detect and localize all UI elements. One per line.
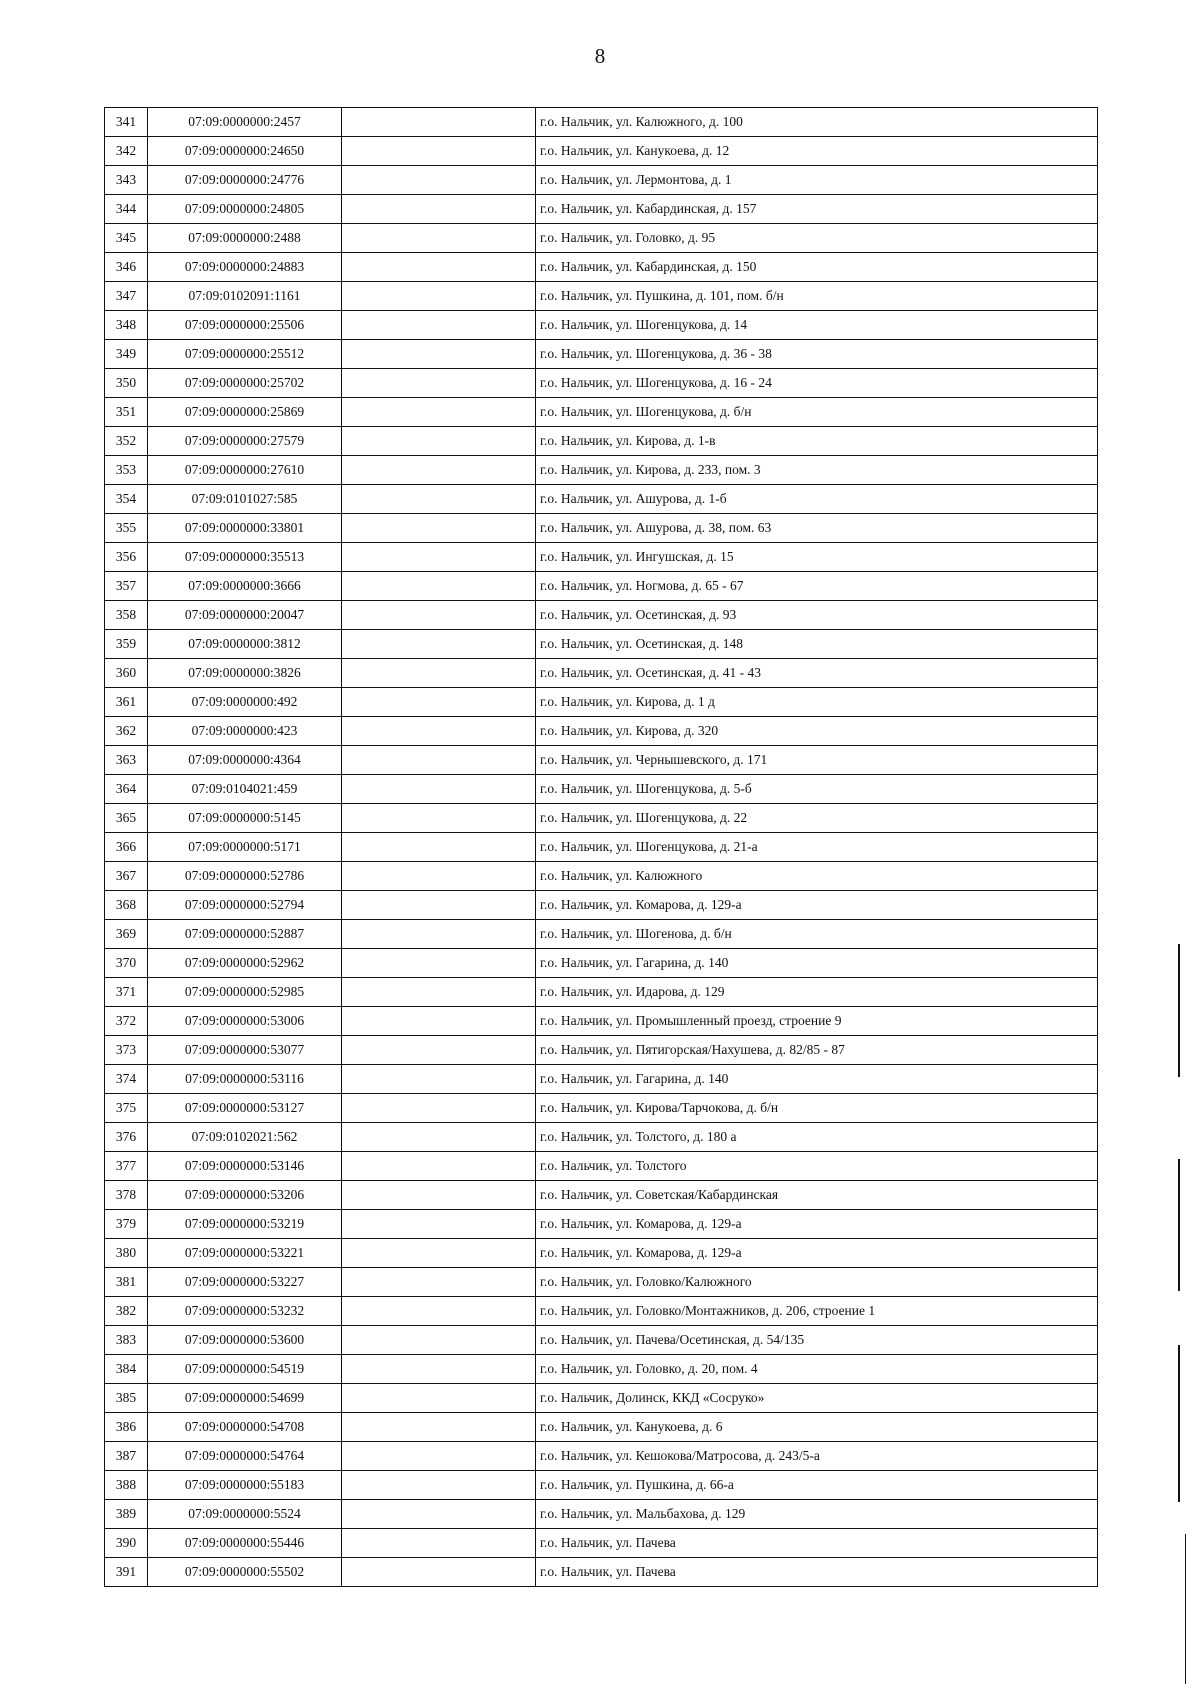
address-cell: г.о. Нальчик, ул. Головко/Калюжного (536, 1268, 1098, 1297)
cadastral-number-cell: 07:09:0000000:5171 (148, 833, 342, 862)
cadastral-number-cell: 07:09:0000000:52962 (148, 949, 342, 978)
row-number-cell: 351 (105, 398, 148, 427)
address-cell: г.о. Нальчик, ул. Пушкина, д. 101, пом. б/н (536, 282, 1098, 311)
address-cell: г.о. Нальчик, ул. Лермонтова, д. 1 (536, 166, 1098, 195)
empty-cell (342, 514, 536, 543)
row-number-cell: 367 (105, 862, 148, 891)
address-cell: г.о. Нальчик, ул. Ашурова, д. 1-б (536, 485, 1098, 514)
cadastral-number-cell: 07:09:0000000:55183 (148, 1471, 342, 1500)
row-number-cell: 376 (105, 1123, 148, 1152)
table-row (105, 1210, 1098, 1239)
empty-cell (342, 1268, 536, 1297)
row-number-cell: 385 (105, 1384, 148, 1413)
row-number-cell: 375 (105, 1094, 148, 1123)
row-number-cell: 361 (105, 688, 148, 717)
empty-cell (342, 253, 536, 282)
table-row (105, 1123, 1098, 1152)
empty-cell (342, 862, 536, 891)
address-cell: г.о. Нальчик, ул. Головко, д. 95 (536, 224, 1098, 253)
table-row (105, 601, 1098, 630)
row-number-cell: 356 (105, 543, 148, 572)
address-cell: г.о. Нальчик, ул. Канукоева, д. 6 (536, 1413, 1098, 1442)
empty-cell (342, 340, 536, 369)
row-number-cell: 357 (105, 572, 148, 601)
empty-cell (342, 746, 536, 775)
table-row (105, 1007, 1098, 1036)
cadastral-number-cell: 07:09:0000000:53227 (148, 1268, 342, 1297)
cadastral-number-cell: 07:09:0000000:53127 (148, 1094, 342, 1123)
cadastral-number-cell: 07:09:0000000:25512 (148, 340, 342, 369)
empty-cell (342, 1413, 536, 1442)
table-row (105, 1297, 1098, 1326)
address-cell: г.о. Нальчик, ул. Кабардинская, д. 157 (536, 195, 1098, 224)
cadastral-number-cell: 07:09:0000000:53116 (148, 1065, 342, 1094)
table-row (105, 427, 1098, 456)
row-number-cell: 369 (105, 920, 148, 949)
row-number-cell: 363 (105, 746, 148, 775)
row-number-cell: 342 (105, 137, 148, 166)
table-row (105, 746, 1098, 775)
row-number-cell: 370 (105, 949, 148, 978)
address-cell: г.о. Нальчик, ул. Гагарина, д. 140 (536, 1065, 1098, 1094)
table-row (105, 1471, 1098, 1500)
table-row (105, 195, 1098, 224)
empty-cell (342, 1181, 536, 1210)
row-number-cell: 364 (105, 775, 148, 804)
cadastral-number-cell: 07:09:0000000:3666 (148, 572, 342, 601)
empty-cell (342, 195, 536, 224)
table-row (105, 282, 1098, 311)
table-row (105, 833, 1098, 862)
table-row (105, 1152, 1098, 1181)
address-cell: г.о. Нальчик, ул. Промышленный проезд, строение 9 (536, 1007, 1098, 1036)
cadastral-number-cell: 07:09:0000000:53221 (148, 1239, 342, 1268)
cadastral-number-cell: 07:09:0000000:20047 (148, 601, 342, 630)
empty-cell (342, 1094, 536, 1123)
empty-cell (342, 166, 536, 195)
empty-cell (342, 1065, 536, 1094)
empty-cell (342, 920, 536, 949)
address-cell: г.о. Нальчик, ул. Комарова, д. 129-а (536, 891, 1098, 920)
table-row (105, 1442, 1098, 1471)
table-row (105, 1036, 1098, 1065)
empty-cell (342, 601, 536, 630)
row-number-cell: 389 (105, 1500, 148, 1529)
cadastral-number-cell: 07:09:0000000:2457 (148, 108, 342, 137)
margin-mark (1178, 1159, 1180, 1291)
address-cell: г.о. Нальчик, ул. Канукоева, д. 12 (536, 137, 1098, 166)
registry-table-body (105, 108, 1098, 1587)
address-cell: г.о. Нальчик, ул. Пачева (536, 1558, 1098, 1587)
table-row (105, 340, 1098, 369)
cadastral-number-cell: 07:09:0000000:25702 (148, 369, 342, 398)
address-cell: г.о. Нальчик, ул. Пушкина, д. 66-а (536, 1471, 1098, 1500)
cadastral-number-cell: 07:09:0000000:54519 (148, 1355, 342, 1384)
table-row (105, 804, 1098, 833)
row-number-cell: 354 (105, 485, 148, 514)
empty-cell (342, 804, 536, 833)
table-row (105, 1355, 1098, 1384)
address-cell: г.о. Нальчик, ул. Пачева (536, 1529, 1098, 1558)
row-number-cell: 388 (105, 1471, 148, 1500)
address-cell: г.о. Нальчик, ул. Гагарина, д. 140 (536, 949, 1098, 978)
empty-cell (342, 1355, 536, 1384)
table-row (105, 1268, 1098, 1297)
address-cell: г.о. Нальчик, ул. Комарова, д. 129-а (536, 1239, 1098, 1268)
cadastral-number-cell: 07:09:0000000:55502 (148, 1558, 342, 1587)
table-row (105, 1558, 1098, 1587)
row-number-cell: 345 (105, 224, 148, 253)
row-number-cell: 358 (105, 601, 148, 630)
empty-cell (342, 775, 536, 804)
empty-cell (342, 1152, 536, 1181)
margin-mark (1178, 1345, 1180, 1502)
row-number-cell: 383 (105, 1326, 148, 1355)
cadastral-number-cell: 07:09:0000000:25506 (148, 311, 342, 340)
empty-cell (342, 717, 536, 746)
address-cell: г.о. Нальчик, ул. Пачева/Осетинская, д. 54/135 (536, 1326, 1098, 1355)
row-number-cell: 380 (105, 1239, 148, 1268)
empty-cell (342, 1297, 536, 1326)
empty-cell (342, 108, 536, 137)
address-cell: г.о. Нальчик, ул. Шогенцукова, д. 14 (536, 311, 1098, 340)
table-row (105, 253, 1098, 282)
cadastral-number-cell: 07:09:0000000:53006 (148, 1007, 342, 1036)
cadastral-number-cell: 07:09:0000000:52786 (148, 862, 342, 891)
cadastral-number-cell: 07:09:0000000:52985 (148, 978, 342, 1007)
address-cell: г.о. Нальчик, ул. Ногмова, д. 65 - 67 (536, 572, 1098, 601)
row-number-cell: 348 (105, 311, 148, 340)
row-number-cell: 349 (105, 340, 148, 369)
cadastral-number-cell: 07:09:0000000:24805 (148, 195, 342, 224)
empty-cell (342, 1007, 536, 1036)
row-number-cell: 390 (105, 1529, 148, 1558)
cadastral-number-cell: 07:09:0000000:35513 (148, 543, 342, 572)
address-cell: г.о. Нальчик, ул. Кирова, д. 320 (536, 717, 1098, 746)
address-cell: г.о. Нальчик, ул. Осетинская, д. 148 (536, 630, 1098, 659)
table-row (105, 949, 1098, 978)
address-cell: г.о. Нальчик, ул. Кирова, д. 1-в (536, 427, 1098, 456)
empty-cell (342, 456, 536, 485)
cadastral-number-cell: 07:09:0000000:53219 (148, 1210, 342, 1239)
address-cell: г.о. Нальчик, ул. Шогенова, д. б/н (536, 920, 1098, 949)
table-row (105, 224, 1098, 253)
row-number-cell: 359 (105, 630, 148, 659)
empty-cell (342, 891, 536, 920)
cadastral-number-cell: 07:09:0000000:25869 (148, 398, 342, 427)
cadastral-number-cell: 07:09:0000000:54764 (148, 1442, 342, 1471)
empty-cell (342, 282, 536, 311)
table-row (105, 659, 1098, 688)
cadastral-number-cell: 07:09:0000000:53232 (148, 1297, 342, 1326)
empty-cell (342, 1036, 536, 1065)
cadastral-number-cell: 07:09:0000000:27610 (148, 456, 342, 485)
empty-cell (342, 1558, 536, 1587)
empty-cell (342, 1123, 536, 1152)
row-number-cell: 352 (105, 427, 148, 456)
address-cell: г.о. Нальчик, ул. Кабардинская, д. 150 (536, 253, 1098, 282)
address-cell: г.о. Нальчик, Долинск, ККД «Сосруко» (536, 1384, 1098, 1413)
address-cell: г.о. Нальчик, ул. Шогенцукова, д. 36 - 38 (536, 340, 1098, 369)
cadastral-number-cell: 07:09:0000000:53146 (148, 1152, 342, 1181)
table-row (105, 398, 1098, 427)
cadastral-number-cell: 07:09:0000000:3812 (148, 630, 342, 659)
table-row (105, 1500, 1098, 1529)
cadastral-number-cell: 07:09:0000000:5524 (148, 1500, 342, 1529)
row-number-cell: 391 (105, 1558, 148, 1587)
empty-cell (342, 572, 536, 601)
empty-cell (342, 224, 536, 253)
table-row (105, 891, 1098, 920)
row-number-cell: 344 (105, 195, 148, 224)
table-row (105, 1529, 1098, 1558)
address-cell: г.о. Нальчик, ул. Ашурова, д. 38, пом. 63 (536, 514, 1098, 543)
table-row (105, 1065, 1098, 1094)
table-row (105, 688, 1098, 717)
cadastral-number-cell: 07:09:0000000:52887 (148, 920, 342, 949)
empty-cell (342, 369, 536, 398)
row-number-cell: 374 (105, 1065, 148, 1094)
address-cell: г.о. Нальчик, ул. Идарова, д. 129 (536, 978, 1098, 1007)
margin-mark (1185, 1534, 1186, 1684)
address-cell: г.о. Нальчик, ул. Советская/Кабардинская (536, 1181, 1098, 1210)
row-number-cell: 350 (105, 369, 148, 398)
table-row (105, 920, 1098, 949)
cadastral-number-cell: 07:09:0000000:24883 (148, 253, 342, 282)
empty-cell (342, 833, 536, 862)
row-number-cell: 377 (105, 1152, 148, 1181)
table-row (105, 485, 1098, 514)
table-row (105, 514, 1098, 543)
row-number-cell: 346 (105, 253, 148, 282)
row-number-cell: 343 (105, 166, 148, 195)
table-row (105, 456, 1098, 485)
empty-cell (342, 1384, 536, 1413)
address-cell: г.о. Нальчик, ул. Шогенцукова, д. 5-б (536, 775, 1098, 804)
address-cell: г.о. Нальчик, ул. Осетинская, д. 93 (536, 601, 1098, 630)
address-cell: г.о. Нальчик, ул. Толстого, д. 180 а (536, 1123, 1098, 1152)
table-row (105, 1239, 1098, 1268)
row-number-cell: 382 (105, 1297, 148, 1326)
table-row (105, 572, 1098, 601)
table-row (105, 1094, 1098, 1123)
empty-cell (342, 543, 536, 572)
page-number: 8 (594, 44, 606, 68)
cadastral-number-cell: 07:09:0000000:53206 (148, 1181, 342, 1210)
cadastral-number-cell: 07:09:0000000:4364 (148, 746, 342, 775)
table-row (105, 978, 1098, 1007)
empty-cell (342, 1500, 536, 1529)
row-number-cell: 373 (105, 1036, 148, 1065)
row-number-cell: 384 (105, 1355, 148, 1384)
table-row (105, 1181, 1098, 1210)
row-number-cell: 381 (105, 1268, 148, 1297)
cadastral-number-cell: 07:09:0000000:24650 (148, 137, 342, 166)
address-cell: г.о. Нальчик, ул. Головко, д. 20, пом. 4 (536, 1355, 1098, 1384)
empty-cell (342, 1471, 536, 1500)
empty-cell (342, 1210, 536, 1239)
address-cell: г.о. Нальчик, ул. Шогенцукова, д. б/н (536, 398, 1098, 427)
cadastral-number-cell: 07:09:0000000:492 (148, 688, 342, 717)
address-cell: г.о. Нальчик, ул. Комарова, д. 129-а (536, 1210, 1098, 1239)
row-number-cell: 360 (105, 659, 148, 688)
row-number-cell: 378 (105, 1181, 148, 1210)
cadastral-number-cell: 07:09:0000000:53600 (148, 1326, 342, 1355)
address-cell: г.о. Нальчик, ул. Кирова/Тарчокова, д. б/н (536, 1094, 1098, 1123)
address-cell: г.о. Нальчик, ул. Кирова, д. 1 д (536, 688, 1098, 717)
table-row (105, 717, 1098, 746)
empty-cell (342, 659, 536, 688)
empty-cell (342, 398, 536, 427)
cadastral-number-cell: 07:09:0000000:27579 (148, 427, 342, 456)
cadastral-registry-table (104, 107, 1098, 1587)
table-row (105, 1326, 1098, 1355)
row-number-cell: 347 (105, 282, 148, 311)
row-number-cell: 386 (105, 1413, 148, 1442)
address-cell: г.о. Нальчик, ул. Головко/Монтажников, д. 206, строение 1 (536, 1297, 1098, 1326)
cadastral-number-cell: 07:09:0104021:459 (148, 775, 342, 804)
table-row (105, 543, 1098, 572)
cadastral-number-cell: 07:09:0102091:1161 (148, 282, 342, 311)
address-cell: г.о. Нальчик, ул. Мальбахова, д. 129 (536, 1500, 1098, 1529)
row-number-cell: 355 (105, 514, 148, 543)
row-number-cell: 371 (105, 978, 148, 1007)
table-row (105, 108, 1098, 137)
table-row (105, 137, 1098, 166)
row-number-cell: 372 (105, 1007, 148, 1036)
address-cell: г.о. Нальчик, ул. Шогенцукова, д. 22 (536, 804, 1098, 833)
address-cell: г.о. Нальчик, ул. Пятигорская/Нахушева, д. 82/85 - 87 (536, 1036, 1098, 1065)
table-row (105, 311, 1098, 340)
address-cell: г.о. Нальчик, ул. Чернышевского, д. 171 (536, 746, 1098, 775)
table-row (105, 1413, 1098, 1442)
empty-cell (342, 137, 536, 166)
cadastral-number-cell: 07:09:0101027:585 (148, 485, 342, 514)
empty-cell (342, 949, 536, 978)
cadastral-number-cell: 07:09:0000000:423 (148, 717, 342, 746)
empty-cell (342, 1529, 536, 1558)
address-cell: г.о. Нальчик, ул. Шогенцукова, д. 21-а (536, 833, 1098, 862)
cadastral-number-cell: 07:09:0000000:5145 (148, 804, 342, 833)
empty-cell (342, 688, 536, 717)
empty-cell (342, 427, 536, 456)
row-number-cell: 341 (105, 108, 148, 137)
row-number-cell: 368 (105, 891, 148, 920)
address-cell: г.о. Нальчик, ул. Кешокова/Матросова, д. 243/5-а (536, 1442, 1098, 1471)
cadastral-number-cell: 07:09:0000000:55446 (148, 1529, 342, 1558)
table-row (105, 1384, 1098, 1413)
table-row (105, 369, 1098, 398)
empty-cell (342, 1442, 536, 1471)
cadastral-number-cell: 07:09:0102021:562 (148, 1123, 342, 1152)
cadastral-number-cell: 07:09:0000000:33801 (148, 514, 342, 543)
row-number-cell: 387 (105, 1442, 148, 1471)
cadastral-number-cell: 07:09:0000000:54699 (148, 1384, 342, 1413)
row-number-cell: 353 (105, 456, 148, 485)
empty-cell (342, 978, 536, 1007)
row-number-cell: 379 (105, 1210, 148, 1239)
row-number-cell: 366 (105, 833, 148, 862)
address-cell: г.о. Нальчик, ул. Калюжного, д. 100 (536, 108, 1098, 137)
cadastral-number-cell: 07:09:0000000:53077 (148, 1036, 342, 1065)
table-row (105, 862, 1098, 891)
row-number-cell: 365 (105, 804, 148, 833)
cadastral-number-cell: 07:09:0000000:2488 (148, 224, 342, 253)
empty-cell (342, 1326, 536, 1355)
address-cell: г.о. Нальчик, ул. Калюжного (536, 862, 1098, 891)
empty-cell (342, 311, 536, 340)
table-row (105, 775, 1098, 804)
address-cell: г.о. Нальчик, ул. Ингушская, д. 15 (536, 543, 1098, 572)
table-row (105, 166, 1098, 195)
table-row (105, 630, 1098, 659)
margin-mark (1178, 944, 1180, 1077)
empty-cell (342, 1239, 536, 1268)
address-cell: г.о. Нальчик, ул. Толстого (536, 1152, 1098, 1181)
cadastral-number-cell: 07:09:0000000:52794 (148, 891, 342, 920)
address-cell: г.о. Нальчик, ул. Шогенцукова, д. 16 - 24 (536, 369, 1098, 398)
row-number-cell: 362 (105, 717, 148, 746)
address-cell: г.о. Нальчик, ул. Осетинская, д. 41 - 43 (536, 659, 1098, 688)
empty-cell (342, 630, 536, 659)
cadastral-number-cell: 07:09:0000000:24776 (148, 166, 342, 195)
cadastral-number-cell: 07:09:0000000:54708 (148, 1413, 342, 1442)
empty-cell (342, 485, 536, 514)
address-cell: г.о. Нальчик, ул. Кирова, д. 233, пом. 3 (536, 456, 1098, 485)
cadastral-number-cell: 07:09:0000000:3826 (148, 659, 342, 688)
